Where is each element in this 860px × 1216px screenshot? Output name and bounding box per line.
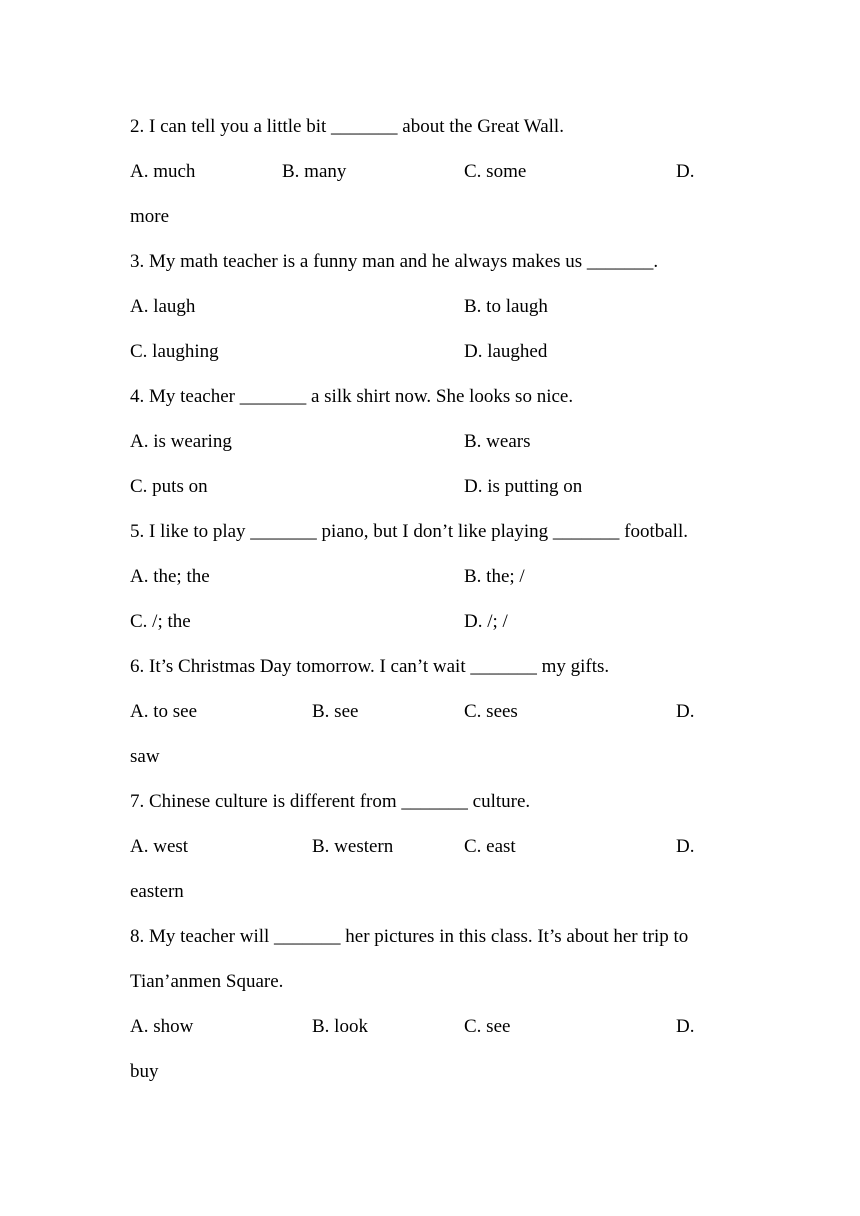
question-5-stem: 5. I like to play _______ piano, but I don’t like playing _______ football. [130, 521, 688, 542]
question-4-option-b: B. wears [464, 431, 531, 452]
question-2-stem: 2. I can tell you a little bit _______ about the Great Wall. [130, 116, 564, 137]
question-7-stem: 7. Chinese culture is different from _______ culture. [130, 791, 531, 812]
question-4-option-d: D. is putting on [464, 476, 583, 497]
question-8-option-a: A. show [130, 1016, 194, 1037]
question-8-option-b: B. look [312, 1016, 368, 1037]
question-8-option-d-text: buy [130, 1061, 159, 1082]
question-7-option-c: C. east [464, 836, 516, 857]
question-7-option-d: D. [676, 836, 695, 857]
question-3-option-a: A. laugh [130, 296, 196, 317]
question-6-option-c: C. sees [464, 701, 518, 722]
question-8-stem: 8. My teacher will _______ her pictures in this class. It’s about her trip to [130, 926, 689, 947]
question-7-option-d-text: eastern [130, 881, 184, 902]
question-5-option-d: D. /; / [464, 611, 508, 632]
question-6-option-d: D. [676, 701, 695, 722]
question-6-stem: 6. It’s Christmas Day tomorrow. I can’t wait _______ my gifts. [130, 656, 610, 677]
question-2-option-b: B. many [282, 161, 347, 182]
question-8-stem-continued: Tian’anmen Square. [130, 971, 284, 992]
question-2-option-a: A. much [130, 161, 196, 182]
question-3-option-c: C. laughing [130, 341, 219, 362]
question-8-option-d: D. [676, 1016, 695, 1037]
question-4-option-a: A. is wearing [130, 431, 232, 452]
question-6-option-d-text: saw [130, 746, 160, 767]
question-7-option-a: A. west [130, 836, 189, 857]
question-5-option-b: B. the; / [464, 566, 525, 587]
question-5-option-a: A. the; the [130, 566, 210, 587]
question-4-option-c: C. puts on [130, 476, 208, 497]
question-8-option-c: C. see [464, 1016, 511, 1037]
question-3-option-d: D. laughed [464, 341, 548, 362]
question-2-option-d: D. [676, 161, 695, 182]
question-2-option-d-text: more [130, 206, 170, 227]
question-6-option-a: A. to see [130, 701, 198, 722]
question-6-option-b: B. see [312, 701, 359, 722]
question-3-option-b: B. to laugh [464, 296, 548, 317]
question-3-stem: 3. My math teacher is a funny man and he always makes us _______. [130, 251, 659, 272]
question-7-option-b: B. western [312, 836, 394, 857]
question-2-option-c: C. some [464, 161, 527, 182]
question-5-option-c: C. /; the [130, 611, 191, 632]
question-4-stem: 4. My teacher _______ a silk shirt now. She looks so nice. [130, 386, 574, 407]
